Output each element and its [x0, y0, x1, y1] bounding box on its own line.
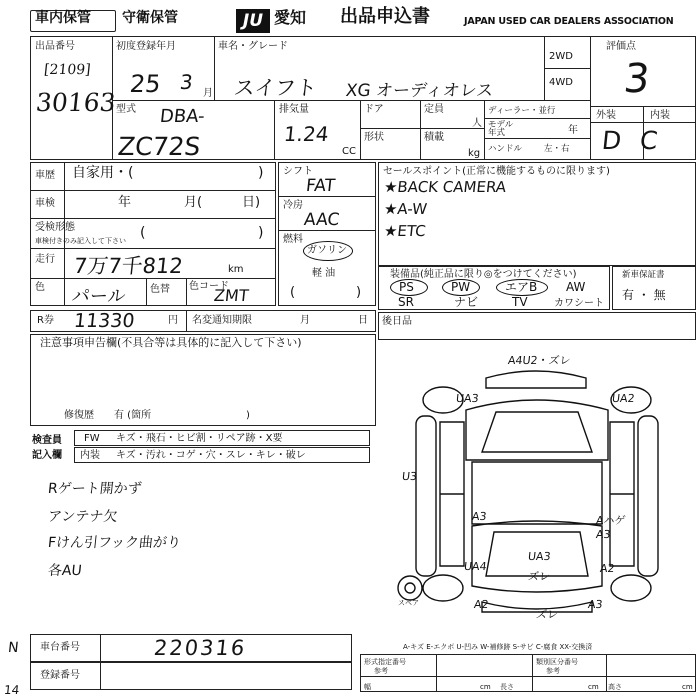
- interior-label: 内装: [80, 450, 100, 461]
- margin-mark-14: 14: [3, 683, 21, 697]
- note-2: アンテナ欠: [47, 509, 119, 525]
- displacement-unit: CC: [342, 146, 356, 157]
- r-ticket-label: R券: [37, 315, 54, 326]
- sales-point-1: ★BACK CAMERA: [383, 178, 507, 196]
- accept-close: ): [258, 225, 264, 241]
- mark-rear-right: A2: [599, 562, 616, 575]
- document-title: 出品申込書: [340, 6, 430, 27]
- inspection-label: 車検: [35, 198, 55, 209]
- inspection-year: 年: [118, 195, 132, 210]
- displacement-value: 1.24: [282, 122, 330, 146]
- month-unit: 月: [203, 88, 213, 99]
- guard-label: 守衛保管: [122, 10, 178, 26]
- fw-label: FW: [84, 433, 100, 444]
- storage-label: 車内保管: [35, 10, 91, 26]
- type-prefix: DBA-: [158, 106, 206, 127]
- spec-a2: 参考: [374, 667, 388, 675]
- equip-tv: TV: [512, 295, 528, 309]
- first-reg-month: 3: [178, 70, 194, 94]
- note-4: 各AU: [47, 563, 83, 579]
- inspector-label-1: 検査員: [32, 435, 62, 446]
- color-swap-label: 色替: [150, 284, 170, 295]
- model-year-unit: 年: [568, 125, 578, 136]
- model-grade: XG オーディオレス: [344, 81, 495, 101]
- mark-rear-center-2: ズレ: [527, 570, 551, 583]
- notes-label: 注意事項申告欄(不具合等は具体的に記入して下さい): [40, 336, 302, 349]
- mark-right-front: UA2: [611, 392, 636, 405]
- margin-mark-n: N: [7, 640, 20, 656]
- lot-label: 出品番号: [35, 41, 75, 52]
- chassis-value: 220316: [152, 636, 248, 660]
- inspector-label-2: 記入欄: [32, 450, 62, 461]
- mark-rear-center: UA3: [527, 550, 552, 563]
- handle-label: ハンドル: [488, 144, 523, 154]
- r-ticket-unit: 円: [168, 315, 178, 326]
- car-diagram: [376, 350, 698, 640]
- color-label: 色: [35, 282, 45, 293]
- drive-4wd: 4WD: [549, 77, 573, 88]
- fuel-paren-close: ): [356, 285, 362, 300]
- spec-height-unit: cm: [682, 683, 693, 691]
- association-name: JAPAN USED CAR DEALERS ASSOCIATION: [464, 16, 674, 27]
- ac-label: 冷房: [283, 200, 303, 211]
- handle-value: 左・右: [544, 144, 570, 154]
- model-label: 車名・グレード: [218, 41, 288, 52]
- warranty-value: 有 ・ 無: [622, 288, 666, 302]
- load-unit: kg: [468, 148, 481, 159]
- mark-bottom-right: A3: [587, 598, 604, 611]
- mark-left-front: UA3: [455, 392, 480, 405]
- mileage-value: 7万7千812: [72, 254, 184, 278]
- fw-items: キズ・飛石・ヒビ割・リペア跡・X要: [116, 433, 283, 444]
- note-1: Rゲート開かず: [47, 481, 143, 497]
- equip-pw: PW: [451, 280, 471, 294]
- tax-day: 日: [358, 315, 368, 326]
- sales-points-label: セールスポイント(正常に機能するものに限ります): [383, 166, 610, 177]
- repair-close: ): [246, 410, 250, 421]
- model-year-label-1: モデル: [488, 120, 514, 130]
- int-value: C: [638, 126, 659, 155]
- mark-right-mid-2: A3: [595, 528, 612, 541]
- mark-right-mid-1: Aハゲ: [595, 514, 627, 527]
- score-value: 3: [621, 56, 652, 102]
- spec-width: 幅: [364, 683, 371, 691]
- spec-length: 長さ: [500, 683, 514, 691]
- mileage-label: 走行: [35, 254, 55, 265]
- type-label: 型式: [116, 104, 136, 115]
- dealer-label: ディーラー・並行: [488, 106, 556, 116]
- fuel-label: 燃料: [283, 234, 303, 245]
- mark-left-mid: A3: [471, 510, 488, 523]
- model-name: スイフト: [232, 76, 319, 100]
- note-3: Fけん引フック曲がり: [47, 535, 182, 551]
- spec-b2: 参考: [546, 667, 560, 675]
- type-value: ZC72S: [116, 132, 202, 161]
- repair-value: 有 (箇所: [114, 410, 152, 421]
- shape-label: 形状: [364, 132, 384, 143]
- drive-2wd: 2WD: [549, 51, 573, 62]
- first-reg-label: 初度登録年月: [116, 41, 176, 52]
- lot-bracket: [2109]: [43, 62, 92, 78]
- lot-number: 30163: [34, 88, 118, 117]
- fuel-diesel: 軽 油: [312, 268, 336, 279]
- shift-value: FAT: [304, 176, 336, 196]
- accept-label: 受検形態: [35, 222, 75, 233]
- sales-point-3: ★ETC: [383, 222, 427, 240]
- mark-bottom-center: ズレ: [535, 608, 559, 621]
- tax-label: 名変通知期限: [192, 315, 252, 326]
- repair-label: 修復歴: [64, 410, 94, 421]
- damage-legend: A-キズ E-エクボ U-凹み W-補修跡 S-サビ C-腐食 XX-交換済: [403, 643, 593, 651]
- color-code-label: 色コード: [189, 281, 229, 292]
- doors-label: ドア: [364, 104, 384, 115]
- mark-front-top: A4U2・ズレ: [507, 354, 572, 367]
- load-label: 積載: [424, 132, 444, 143]
- first-reg-year: 25: [128, 70, 163, 98]
- fuel-paren: (: [290, 285, 296, 300]
- spec-height: 高さ: [608, 683, 622, 691]
- mileage-unit: km: [228, 264, 244, 275]
- interior-items: キズ・汚れ・コゲ・穴・スレ・キレ・破レ: [116, 450, 306, 461]
- equip-airbag: エアB: [505, 280, 538, 294]
- tax-month: 月: [300, 315, 310, 326]
- model-year-label-2: 年式: [488, 128, 506, 138]
- later-items-label: 後日品: [382, 316, 412, 327]
- equip-aw: AW: [566, 280, 586, 294]
- registration-label: 登録番号: [40, 670, 80, 681]
- ac-value: AAC: [302, 210, 341, 230]
- accept-open: (: [140, 225, 146, 241]
- warranty-label: 新車保証書: [622, 270, 665, 280]
- r-ticket-value: 11330: [72, 310, 136, 332]
- spec-length-unit: cm: [588, 683, 599, 691]
- front-bumper: [486, 371, 586, 388]
- mark-left-side: U3: [401, 470, 418, 483]
- spec-a1: 形式指定番号: [364, 658, 406, 666]
- capacity-unit: 人: [472, 118, 482, 129]
- inspection-day: 日): [242, 195, 261, 210]
- history-close: ): [258, 165, 264, 181]
- brand-place: 愛知: [274, 8, 307, 27]
- color-value: パール: [70, 286, 127, 307]
- mark-bottom-left: A2: [473, 598, 490, 611]
- sales-point-2: ★A-W: [383, 200, 428, 218]
- spec-b1: 類別区分番号: [536, 658, 578, 666]
- equip-navi: ナビ: [454, 295, 479, 309]
- equip-sr: SR: [398, 295, 414, 309]
- color-code-value: ZMT: [213, 286, 250, 305]
- spare-label: スペア: [398, 599, 419, 607]
- spec-width-unit: cm: [480, 683, 491, 691]
- equipment-label: 装備品(純正品に限り◎をつけてください): [390, 269, 577, 280]
- later-items-block: [378, 312, 696, 340]
- inspection-month: 月(: [184, 195, 203, 210]
- mark-rear-left: UA4: [463, 560, 488, 573]
- history-value: 自家用・(: [72, 165, 134, 181]
- spec-block: [360, 654, 696, 692]
- equip-seat: カワシート: [554, 298, 604, 309]
- chassis-label: 車台番号: [40, 642, 80, 653]
- displacement-label: 排気量: [279, 104, 309, 115]
- shift-label: シフト: [283, 166, 313, 177]
- int-label: 内装: [650, 110, 670, 121]
- accept-note: 車検付きのみ記入して下さい: [35, 237, 126, 245]
- history-label: 車歴: [35, 170, 55, 181]
- capacity-label: 定員: [424, 104, 444, 115]
- fuel-gasoline: ガソリン: [307, 245, 347, 256]
- equip-ps: PS: [399, 280, 414, 294]
- ext-label: 外装: [596, 110, 616, 121]
- score-label: 評価点: [606, 41, 636, 52]
- ext-value: D: [600, 126, 623, 155]
- ju-logo: JU: [236, 9, 270, 33]
